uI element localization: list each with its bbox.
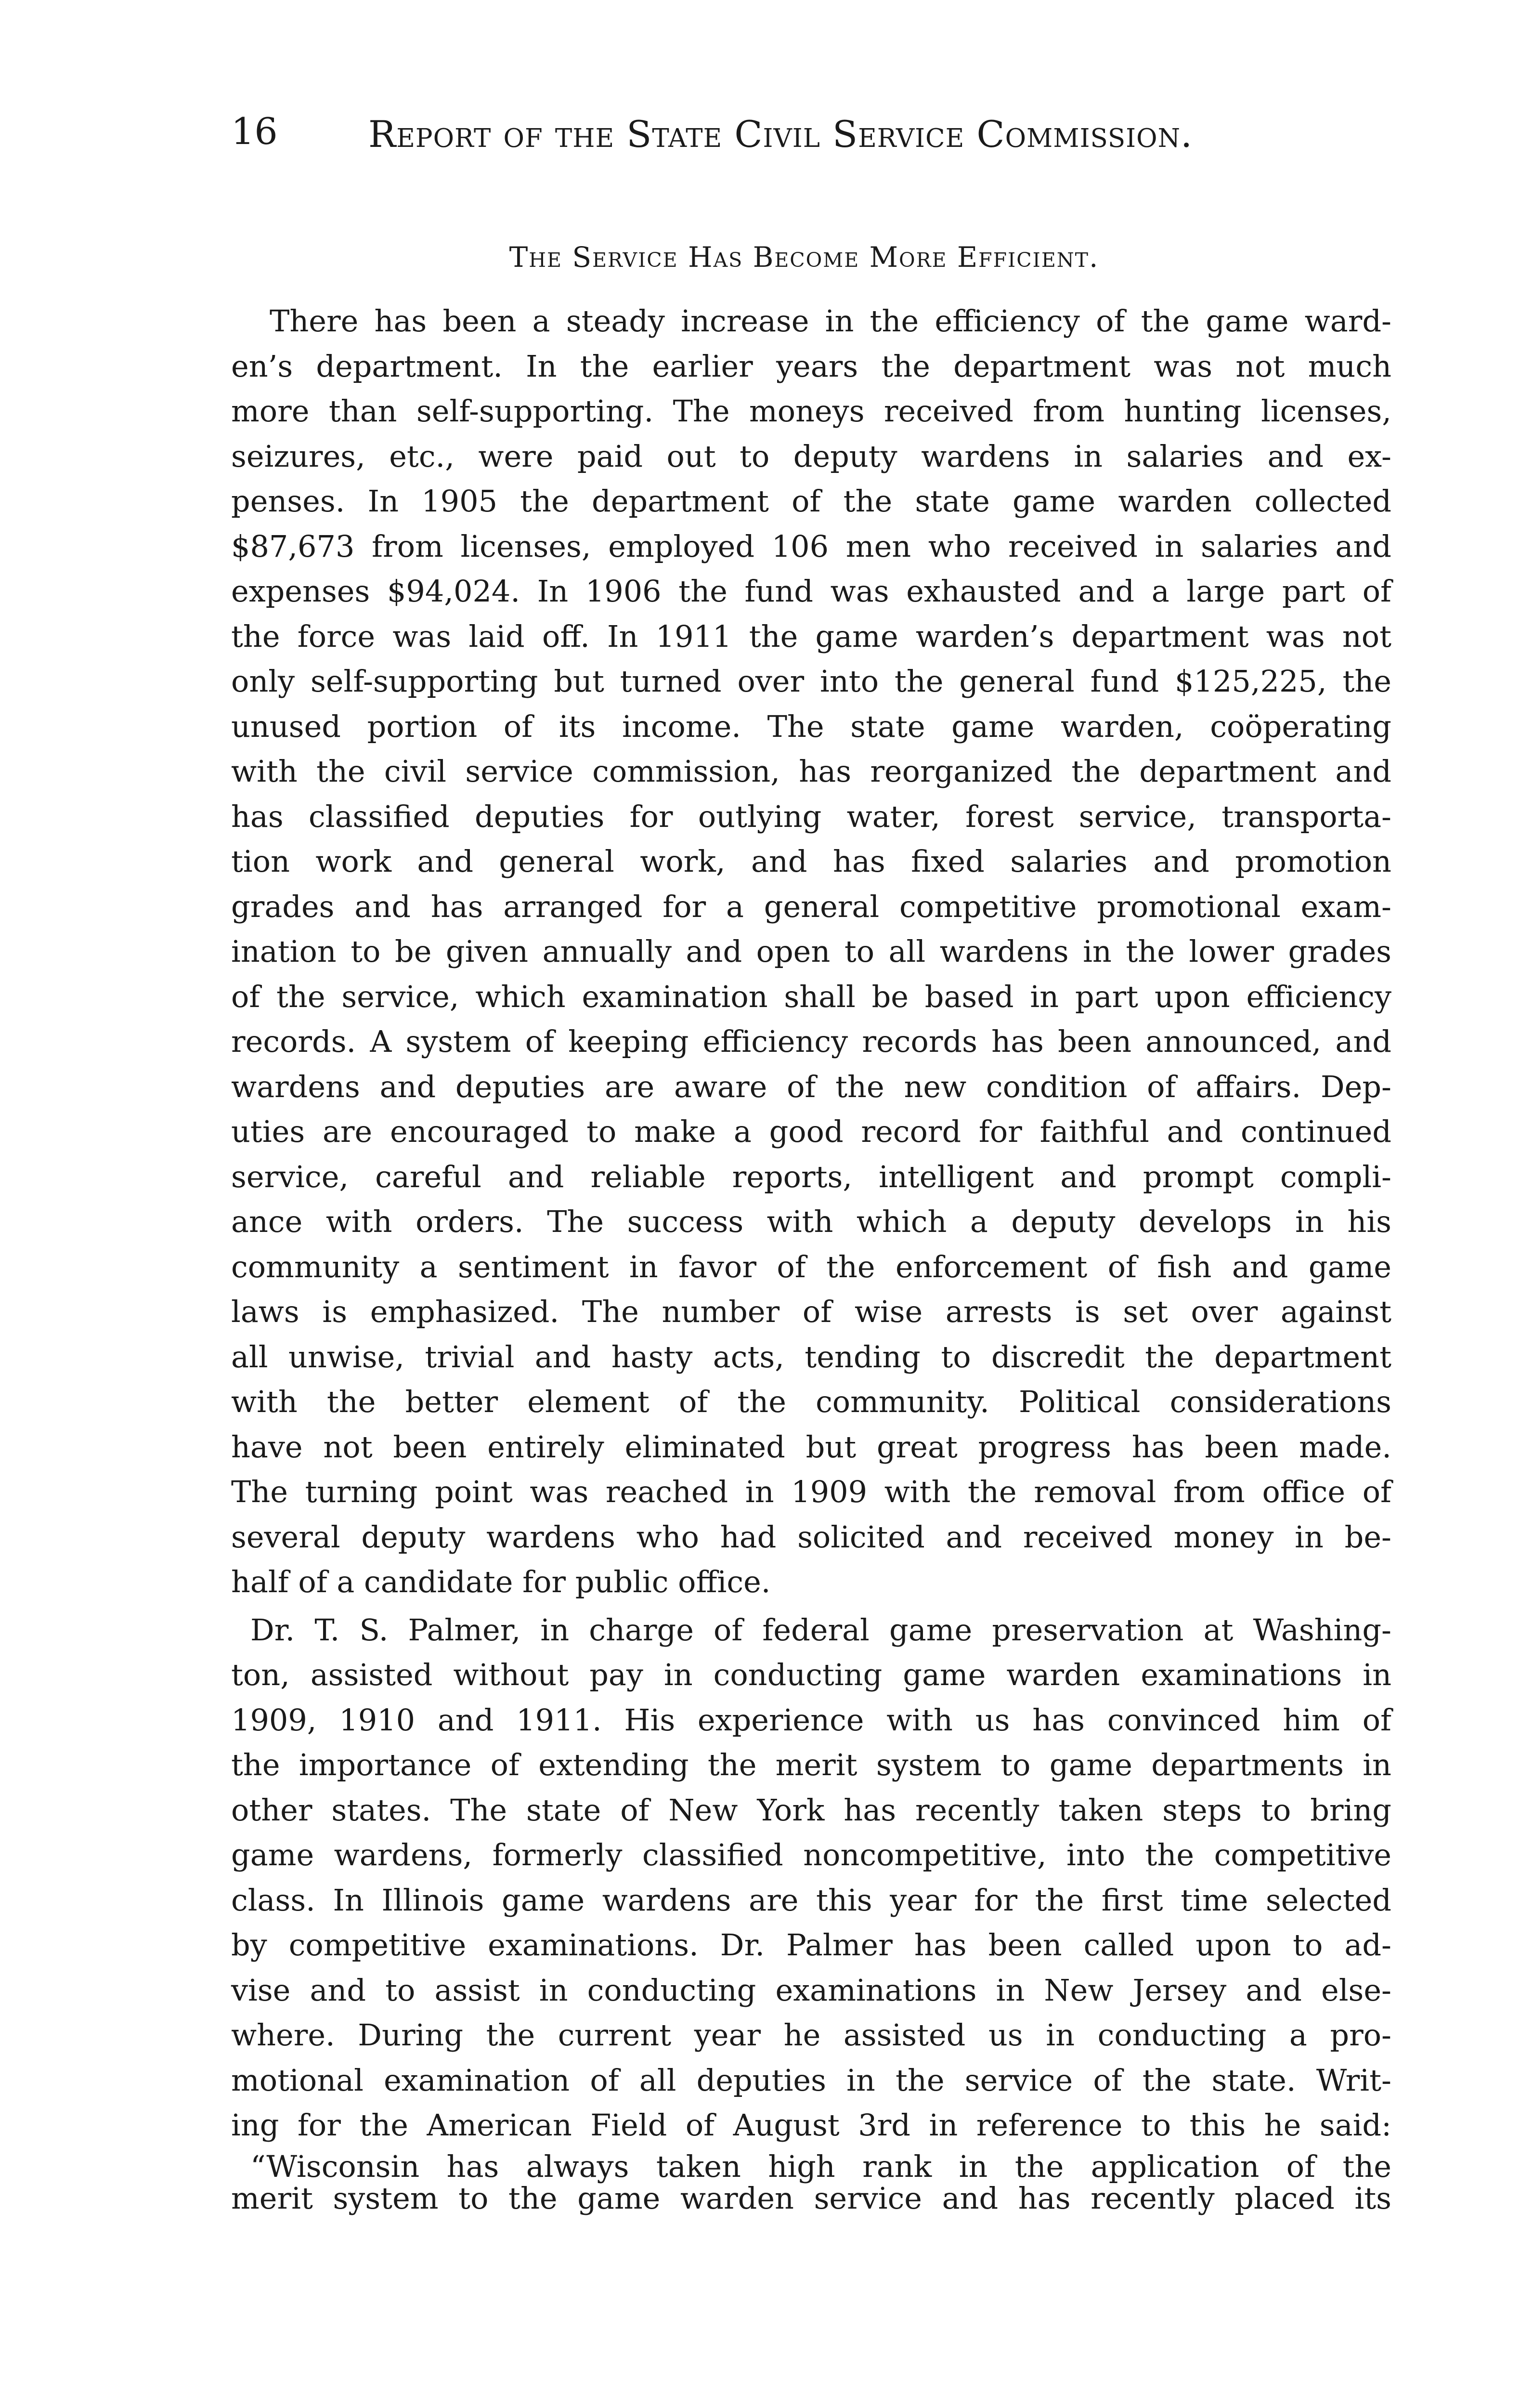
text-line: There has been a steady increase in the efficiency of the game ward- (270, 303, 1391, 339)
text-line: ton, assisted without pay in conducting game warden examinations in (231, 1657, 1391, 1692)
text-line: ing for the American Field of August 3rd in reference to this he said: (231, 2107, 1391, 2143)
paragraph-dr-palmer (231, 1608, 1391, 2148)
text-line: class. In Illinois game wardens are this year for the first time selected (231, 1882, 1391, 1918)
text-line: expenses $94,024. In 1906 the fund was exhausted and a large part of (231, 574, 1391, 609)
text-line: wardens and deputies are aware of the new condition of affairs. Dep- (231, 1069, 1391, 1104)
text-line: have not been entirely eliminated but great progress has been made. (231, 1429, 1391, 1465)
text-line: of the service, which examination shall be based in part upon efficiency (231, 979, 1391, 1014)
text-line: merit system to the game warden service and has recently placed its (231, 2180, 1391, 2216)
text-line: other states. The state of New York has recently taken steps to bring (231, 1792, 1391, 1828)
text-line: service, careful and reliable reports, intelligent and prompt compli- (231, 1159, 1391, 1194)
text-line: grades and has arranged for a general competitive promotional exam- (231, 889, 1391, 924)
text-line: tion work and general work, and has fixed salaries and promotion (231, 844, 1391, 879)
text-line: 1909, 1910 and 1911. His experience with us has convinced him of (231, 1702, 1391, 1738)
text-line: half of a candidate for public office. (231, 1564, 771, 1599)
running-title: Report of the State Civil Service Commission. (368, 113, 1193, 156)
text-line: seizures, etc., were paid out to deputy wardens in salaries and ex- (231, 438, 1391, 474)
text-line: ination to be given annually and open to all wardens in the lower grades (231, 934, 1391, 969)
text-line: uties are encouraged to make a good record for faithful and continued (231, 1114, 1391, 1149)
text-line: with the better element of the community. Political considerations (231, 1384, 1391, 1419)
text-line: where. During the current year he assisted us in conducting a pro- (231, 2017, 1391, 2053)
running-head (231, 110, 1266, 176)
text-line: The turning point was reached in 1909 with the removal from office of (231, 1474, 1391, 1509)
text-line: community a sentiment in favor of the enforcement of fish and game (231, 1249, 1391, 1284)
text-line: several deputy wardens who had solicited and received money in be- (231, 1519, 1391, 1555)
text-line: laws is emphasized. The number of wise arrests is set over against (231, 1294, 1391, 1329)
text-line: “Wisconsin has always taken high rank in the application of the (250, 2148, 1391, 2184)
text-line: Dr. T. S. Palmer, in charge of federal game preservation at Washing- (250, 1612, 1391, 1648)
text-line: by competitive examinations. Dr. Palmer has been called upon to ad- (231, 1927, 1391, 1963)
section-heading: The Service Has Become More Efficient. (509, 241, 1099, 274)
paragraph-game-warden-efficiency (231, 299, 1391, 1605)
text-line: ance with orders. The success with which a deputy develops in his (231, 1204, 1391, 1239)
text-line: penses. In 1905 the department of the state game warden collected (231, 484, 1391, 519)
page-number: 16 (231, 110, 278, 153)
text-line: $87,673 from licenses, employed 106 men who received in salaries and (231, 528, 1391, 564)
text-line: has classified deputies for outlying water, forest service, transporta- (231, 798, 1391, 834)
text-line: motional examination of all deputies in the service of the state. Writ- (231, 2062, 1391, 2098)
text-line: more than self-supporting. The moneys received from hunting licenses, (231, 393, 1391, 429)
text-line: records. A system of keeping efficiency records has been announced, and (231, 1024, 1391, 1059)
text-line: game wardens, formerly classified noncompetitive, into the competitive (231, 1837, 1391, 1872)
text-line: all unwise, trivial and hasty acts, tending to discredit the department (231, 1339, 1391, 1374)
text-line: only self-supporting but turned over into the general fund $125,225, the (231, 664, 1391, 699)
text-line: the importance of extending the merit system to game departments in (231, 1747, 1391, 1782)
paragraph-quote (231, 2148, 1391, 2216)
text-line: unused portion of its income. The state game warden, coöperating (231, 708, 1391, 744)
body-text (231, 299, 1391, 2214)
text-line: en’s department. In the earlier years the department was not much (231, 348, 1391, 384)
text-line: the force was laid off. In 1911 the game warden’s department was not (231, 618, 1391, 654)
text-line: with the civil service commission, has reorganized the department and (231, 754, 1391, 789)
text-line: vise and to assist in conducting examinations in New Jersey and else- (231, 1972, 1391, 2008)
